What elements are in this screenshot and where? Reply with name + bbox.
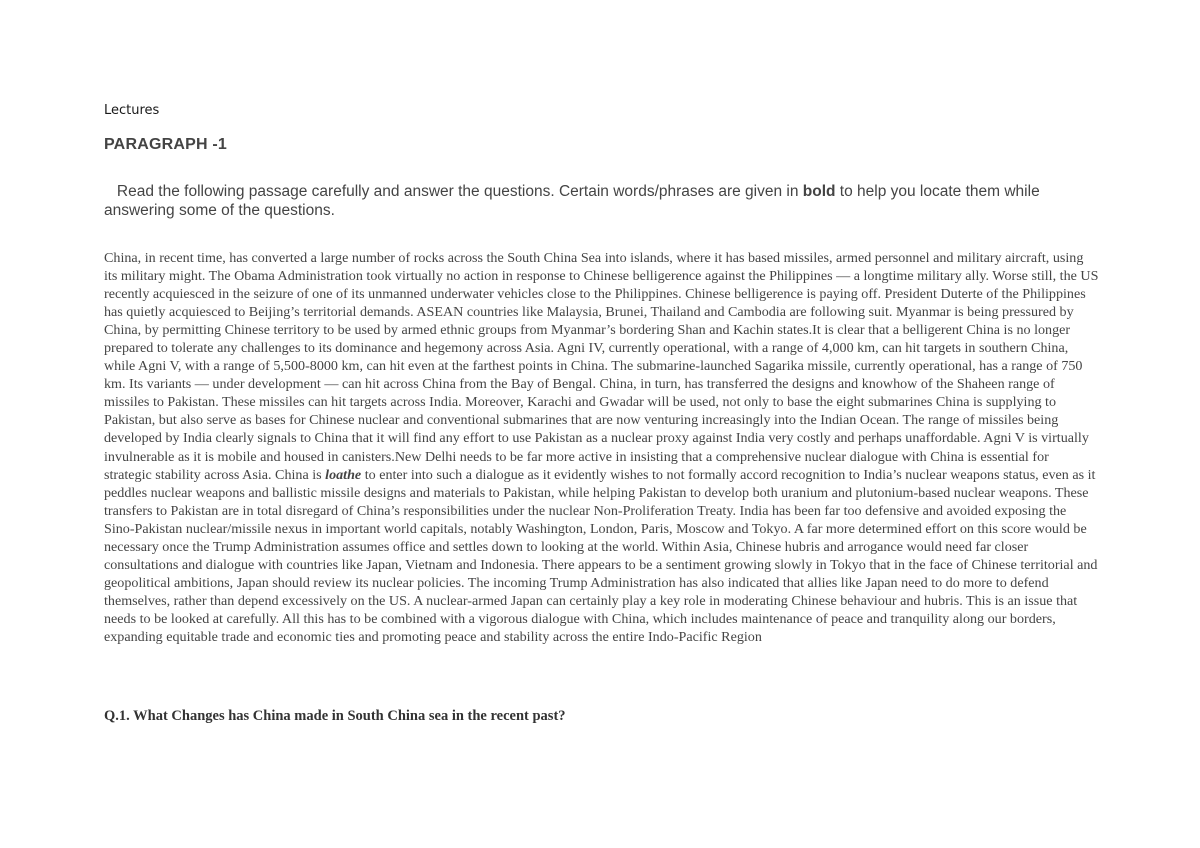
section-heading: PARAGRAPH -1 [104, 136, 228, 153]
header-label: Lectures [104, 103, 160, 118]
instructions-before-bold: Read the following passage carefully and answer the questions. Certain words/phrases are given in [116, 183, 803, 200]
instructions-text [104, 182, 1094, 220]
instructions-after-bold: to help you locate them while answering some of the questions. [104, 183, 1040, 219]
question-1: Q.1. What Changes has China made in South China sea in the recent past? [104, 708, 566, 724]
passage-emphasis-word: loathe [325, 466, 362, 483]
instructions-bold-word: bold [802, 183, 836, 200]
passage-part-2: to enter into such a dialogue as it evidently wishes to not formally accord recognition to India’s nuclear weapons status, even as it peddles nuclear weapons and ballistic missile designs and materials to Pakistan, while helping Pakistan to develop both uranium and plutonium-based nuclear weapons. These transfers to Pakistan are in total disregard of China’s responsibilities under the nuclear Non-Proliferation Treaty. India has been far too defensive and avoided exposing the Sino-Pakistan nuclear/missile nexus in important world capitals, notably Washington, London, Paris, Moscow and Tokyo. A far more determined effort on this score would be necessary once the Trump Administration assumes office and settles down to looking at the world. Within Asia, Chinese hubris and arrogance would need far closer consultations and dialogue with countries like Japan, Vietnam and Indonesia. There appears to be a sentiment growing slowly in Tokyo that in the face of Chinese territorial and geopolitical ambitions, Japan should review its nuclear policies. The incoming Trump Administration has also indicated that allies like Japan need to do more to defend themselves, rather than depend excessively on the US. A nuclear-armed Japan can certainly play a key role in moderating Chinese behaviour and hubris. This is an issue that needs to be looked at carefully. All this has to be combined with a vigorous dialogue with China, which includes maintenance of peace and tranquility along our borders, expanding equitable trade and economic ties and promoting peace and stability across the entire Indo-Pacific Region [104, 466, 1098, 645]
passage-text [104, 249, 1100, 646]
passage-part-1: China, in recent time, has converted a large number of rocks across the South China Sea into islands, where it has based missiles, armed personnel and military aircraft, using its military might. The Obama Administration took virtually no action in response to Chinese belligerence against the Philippines — a longtime military ally. Worse still, the US recently acquiesced in the seizure of one of its unmanned underwater vehicles close to the Philippines. Chinese belligerence is paying off. President Duterte of the Philippines has quietly acquiesced to Beijing’s territorial demands. ASEAN countries like Malaysia, Brunei, Thailand and Cambodia are following suit. Myanmar is being pressured by China, by permitting Chinese territory to be used by armed ethnic groups from Myanmar’s bordering Shan and Kachin states.It is clear that a belligerent China is no longer prepared to tolerate any challenges to its dominance and hegemony across Asia. Agni IV, currently operational, with a range of 4,000 km, can hit targets in southern China, while Agni V, with a range of 5,500-8000 km, can hit even at the farthest points in China. The submarine-launched Sagarika missile, currently operational, has a range of 750 km. Its variants — under development — can hit across China from the Bay of Bengal. China, in turn, has transferred the designs and knowhow of the Shaheen range of missiles to Pakistan. These missiles can hit targets across India. Moreover, Karachi and Gwadar will be used, not only to base the eight submarines China is supplying to Pakistan, but also serve as bases for Chinese nuclear and conventional submarines that are now venturing increasingly into the Indian Ocean. The range of missiles being developed by India clearly signals to China that it will find any effort to use Pakistan as a nuclear proxy against India very costly and perhaps unaffordable. Agni V is virtually invulnerable as it is mobile and housed in canisters.New Delhi needs to be far more active in insisting that a comprehensive nuclear dialogue with China is essential for strategic stability across Asia. China is [104, 250, 1099, 483]
